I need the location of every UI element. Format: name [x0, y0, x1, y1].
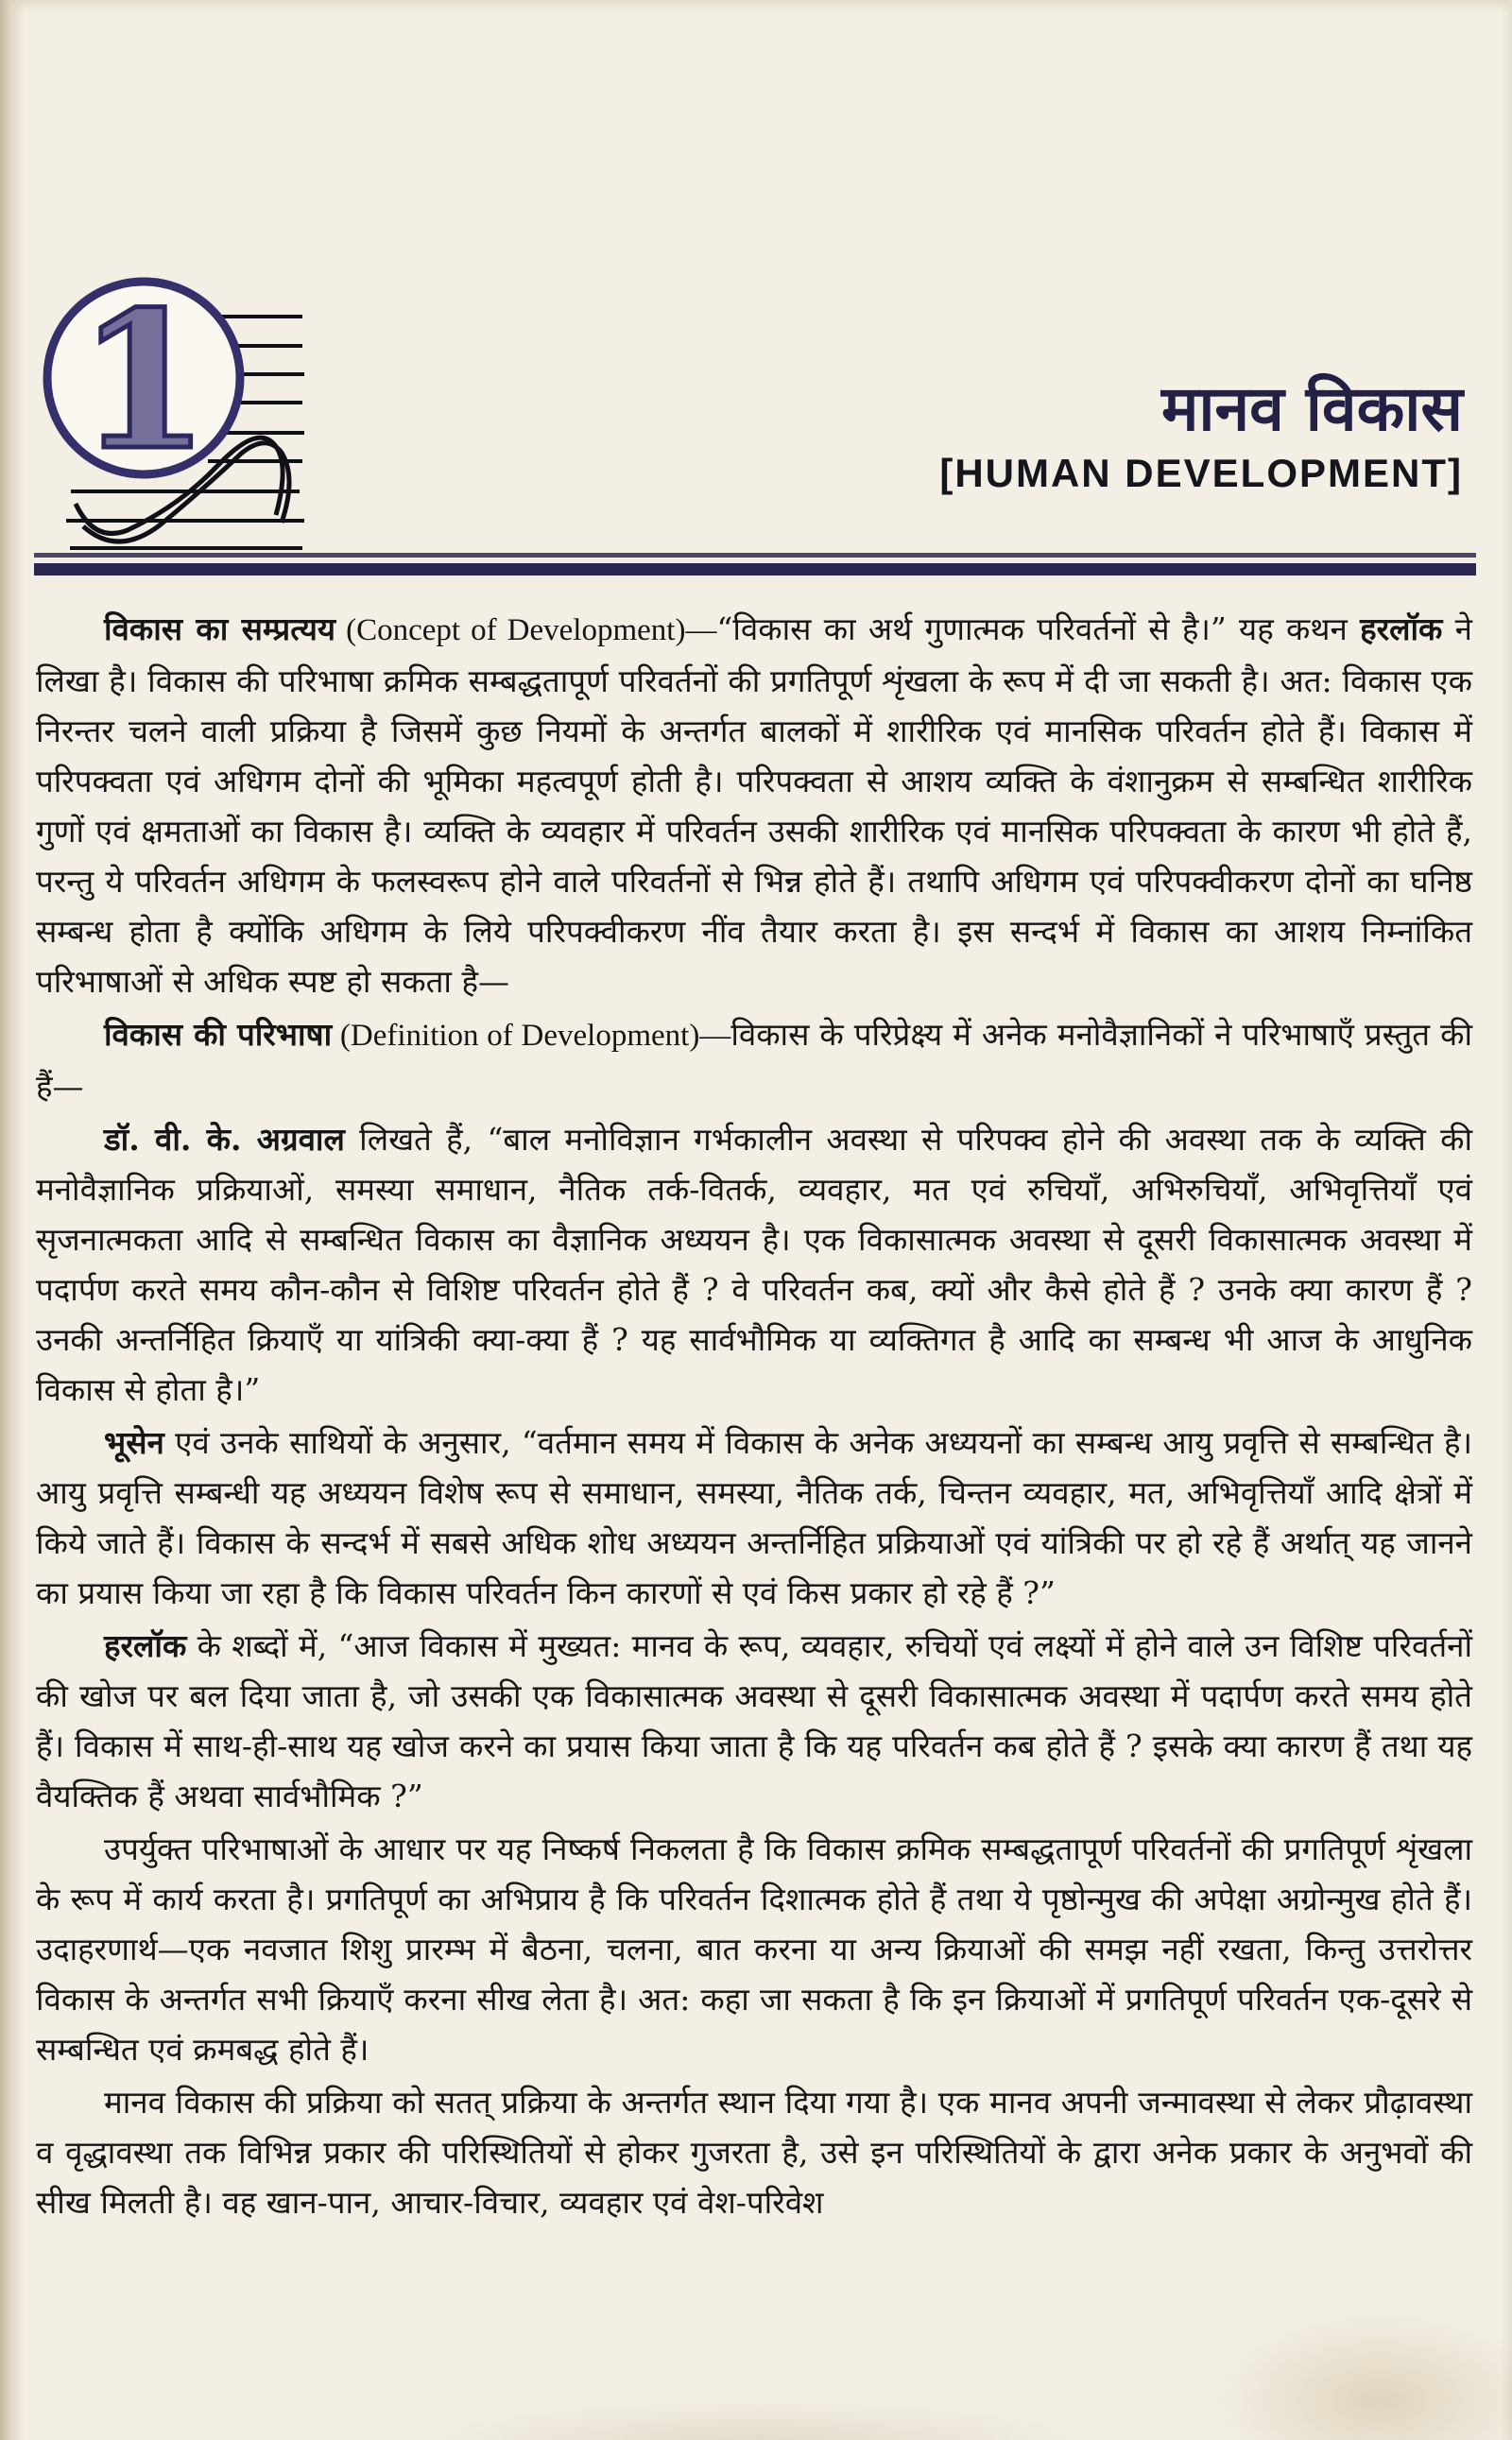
title-block — [939, 371, 1463, 496]
paragraph-text: एवं उनके साथियों के अनुसार, “वर्तमान समय में विकास के अनेक अध्ययनों का सम्बन्ध आयु प्रवृत्ति से सम्बन्धित है। आयु प्रवृत्ति सम्बन्धी यह अध्ययन विशेष रूप से समाधान, समस्या, नैतिक तर्क, चिन्तन व्यवहार, मत, अभिवृत्तियाँ आदि क्षेत्रों में किये जाते हैं। विकास के सन्दर्भ में सबसे अधिक शोध अध्ययन अन्तर्निहित प्रक्रियाओं एवं यांत्रिकी पर हो रहे हैं अर्थात् यह जानने का प्रयास किया जा रहा है कि विकास परिवर्तन किन कारणों से एवं किस प्रकार हो रहे हैं ?” — [36, 1424, 1472, 1611]
author-name-harlock: हरलॉक — [1360, 610, 1443, 647]
chapter-number: 1 — [77, 270, 210, 492]
paragraph-definition-harlock — [36, 1621, 1472, 1821]
paragraph-lead-roman: (Definition of Development)— — [332, 1019, 731, 1053]
paragraph-lead: विकास की परिभाषा — [104, 1016, 333, 1053]
paragraph-definition-bhusen — [36, 1418, 1472, 1618]
paragraph-lead: विकास का सम्प्रत्यय — [104, 610, 336, 647]
paragraph-text: “विकास का अर्थ गुणात्मक परिवर्तनों से है।” यह कथन — [716, 610, 1361, 647]
chapter-badge-icon — [28, 267, 312, 560]
paragraph-text: मानव विकास की प्रक्रिया को सतत् प्रक्रिया के अन्तर्गत स्थान दिया गया है। एक मानव अपनी जन्मावस्था से लेकर प्रौढ़ावस्था व वृद्धावस्था तक विभिन्न प्रकार की परिस्थितियों से होकर गुजरता है, उसे इन परिस्थितियों के द्वारा अनेक प्रकार के अनुभवों की सीख मिलती है। वह खान-पान, आचार-विचार, व्यवहार एवं वेश-परिवेश — [36, 2084, 1472, 2221]
chapter-title-hindi: मानव विकास — [1160, 371, 1463, 445]
paragraph-text: विकास के परिप्रेक्ष्य में अनेक मनोवैज्ञानिकों ने परिभाषाएँ प्रस्तुत की हैं— — [36, 1016, 1472, 1105]
body-text — [36, 604, 1472, 2227]
paragraph-text: लिखते हैं, “बाल मनोविज्ञान गर्भकालीन अवस्था से परिपक्व होने की अवस्था तक के व्यक्ति की मनोवैज्ञानिक प्रक्रियाओं, समस्या समाधान, नैतिक तर्क-वितर्क, व्यवहार, मत एवं रुचियाँ, अभिरुचियाँ, अभिवृत्तियाँ एवं सृजनात्मकता आदि से सम्बन्धित विकास का वैज्ञानिक अध्ययन है। एक विकासात्मक अवस्था से दूसरी विकासात्मक अवस्था में पदार्पण करते समय कौन-कौन से विशिष्ट परिवर्तन होते हैं ? वे परिवर्तन कब, क्यों और कैसे होते हैं ? उनके क्या कारण हैं ? उनकी अन्तर्निहित क्रियाएँ या यांत्रिकी क्या-क्या हैं ? यह सार्वभौमिक या व्यक्तिगत है आदि का सम्बन्ध भी आज के आधुनिक विकास से होता है।” — [36, 1121, 1472, 1408]
chapter-title-english: [HUMAN DEVELOPMENT] — [939, 451, 1463, 496]
paragraph-lead-roman: (Concept of Development)— — [335, 613, 717, 647]
paragraph-text: उपर्युक्त परिभाषाओं के आधार पर यह निष्कर्ष निकलता है कि विकास क्रमिक सम्बद्धतापूर्ण परिवर्तनों की प्रगतिपूर्ण शृंखला के रूप में कार्य करता है। प्रगतिपूर्ण का अभिप्राय है कि परिवर्तन दिशात्मक होते हैं तथा ये पृष्ठोन्मुख की अपेक्षा अग्रोन्मुख होते हैं। उदाहरणार्थ—एक नवजात शिशु प्रारम्भ में बैठना, चलना, बात करना या अन्य क्रियाओं की समझ नहीं रखता, किन्तु उत्तरोत्तर विकास के अन्तर्गत सभी क्रियाएँ करना सीख लेता है। अत: कहा जा सकता है कि इन क्रियाओं में प्रगतिपूर्ण परिवर्तन एक-दूसरे से सम्बन्धित एवं क्रमबद्ध होते हैं। — [36, 1830, 1472, 2068]
paragraph-definition-of-development — [36, 1009, 1472, 1111]
paragraph-text: ने लिखा है। विकास की परिभाषा क्रमिक सम्बद्धतापूर्ण परिवर्तनों की प्रगतिपूर्ण शृंखला के रूप में दी जा सकती है। अत: विकास एक निरन्तर चलने वाली प्रक्रिया है जिसमें कुछ नियमों के अन्तर्गत बालकों में शारीरिक एवं मानसिक परिवर्तन होते हैं। विकास में परिपक्वता एवं अधिगम दोनों की भूमिका महत्वपूर्ण होती है। परिपक्वता से आशय व्यक्ति के वंशानुक्रम से सम्बन्धित शारीरिक गुणों एवं क्षमताओं का विकास है। व्यक्ति के व्यवहार में परिवर्तन उसकी शारीरिक एवं मानसिक परिपक्वता के कारण भी होते हैं, परन्तु ये परिवर्तन अधिगम के फलस्वरूप होने वाले परिवर्तनों से भिन्न होते हैं। तथापि अधिगम एवं परिपक्वीकरण दोनों का घनिष्ठ सम्बन्ध होता है क्योंकि अधिगम के लिये परिपक्वीकरण नींव तैयार करता है। इस सन्दर्भ में विकास का आशय निम्नांकित परिभाषाओं से अधिक स्पष्ट हो सकता है— — [36, 610, 1472, 1000]
header-rule-thick — [34, 563, 1476, 576]
paragraph-continuous-process — [36, 2077, 1472, 2227]
paragraph-concept-of-development — [36, 604, 1472, 1006]
author-name-agrawal: डॉ. वी. के. अग्रवाल — [104, 1121, 345, 1158]
author-name-bhusen: भूसेन — [104, 1424, 164, 1461]
paragraph-conclusion — [36, 1824, 1472, 2074]
author-name-harlock: हरलॉक — [104, 1627, 187, 1664]
paragraph-text: के शब्दों में, “आज विकास में मुख्यत: मानव के रूप, व्यवहार, रुचियों एवं लक्ष्यों में होने वाले उन विशिष्ट परिवर्तनों की खोज पर बल दिया जाता है, जो उसकी एक विकासात्मक अवस्था से दूसरी विकासात्मक अवस्था में पदार्पण करते समय होते हैं। विकास में साथ-ही-साथ यह खोज करने का प्रयास किया जाता है कि यह परिवर्तन कब होते हैं ? इसके क्या कारण हैं तथा यह वैयक्तिक हैं अथवा सार्वभौमिक ?” — [36, 1627, 1472, 1814]
chapter-header — [0, 0, 1512, 553]
paragraph-definition-agrawal — [36, 1114, 1472, 1415]
